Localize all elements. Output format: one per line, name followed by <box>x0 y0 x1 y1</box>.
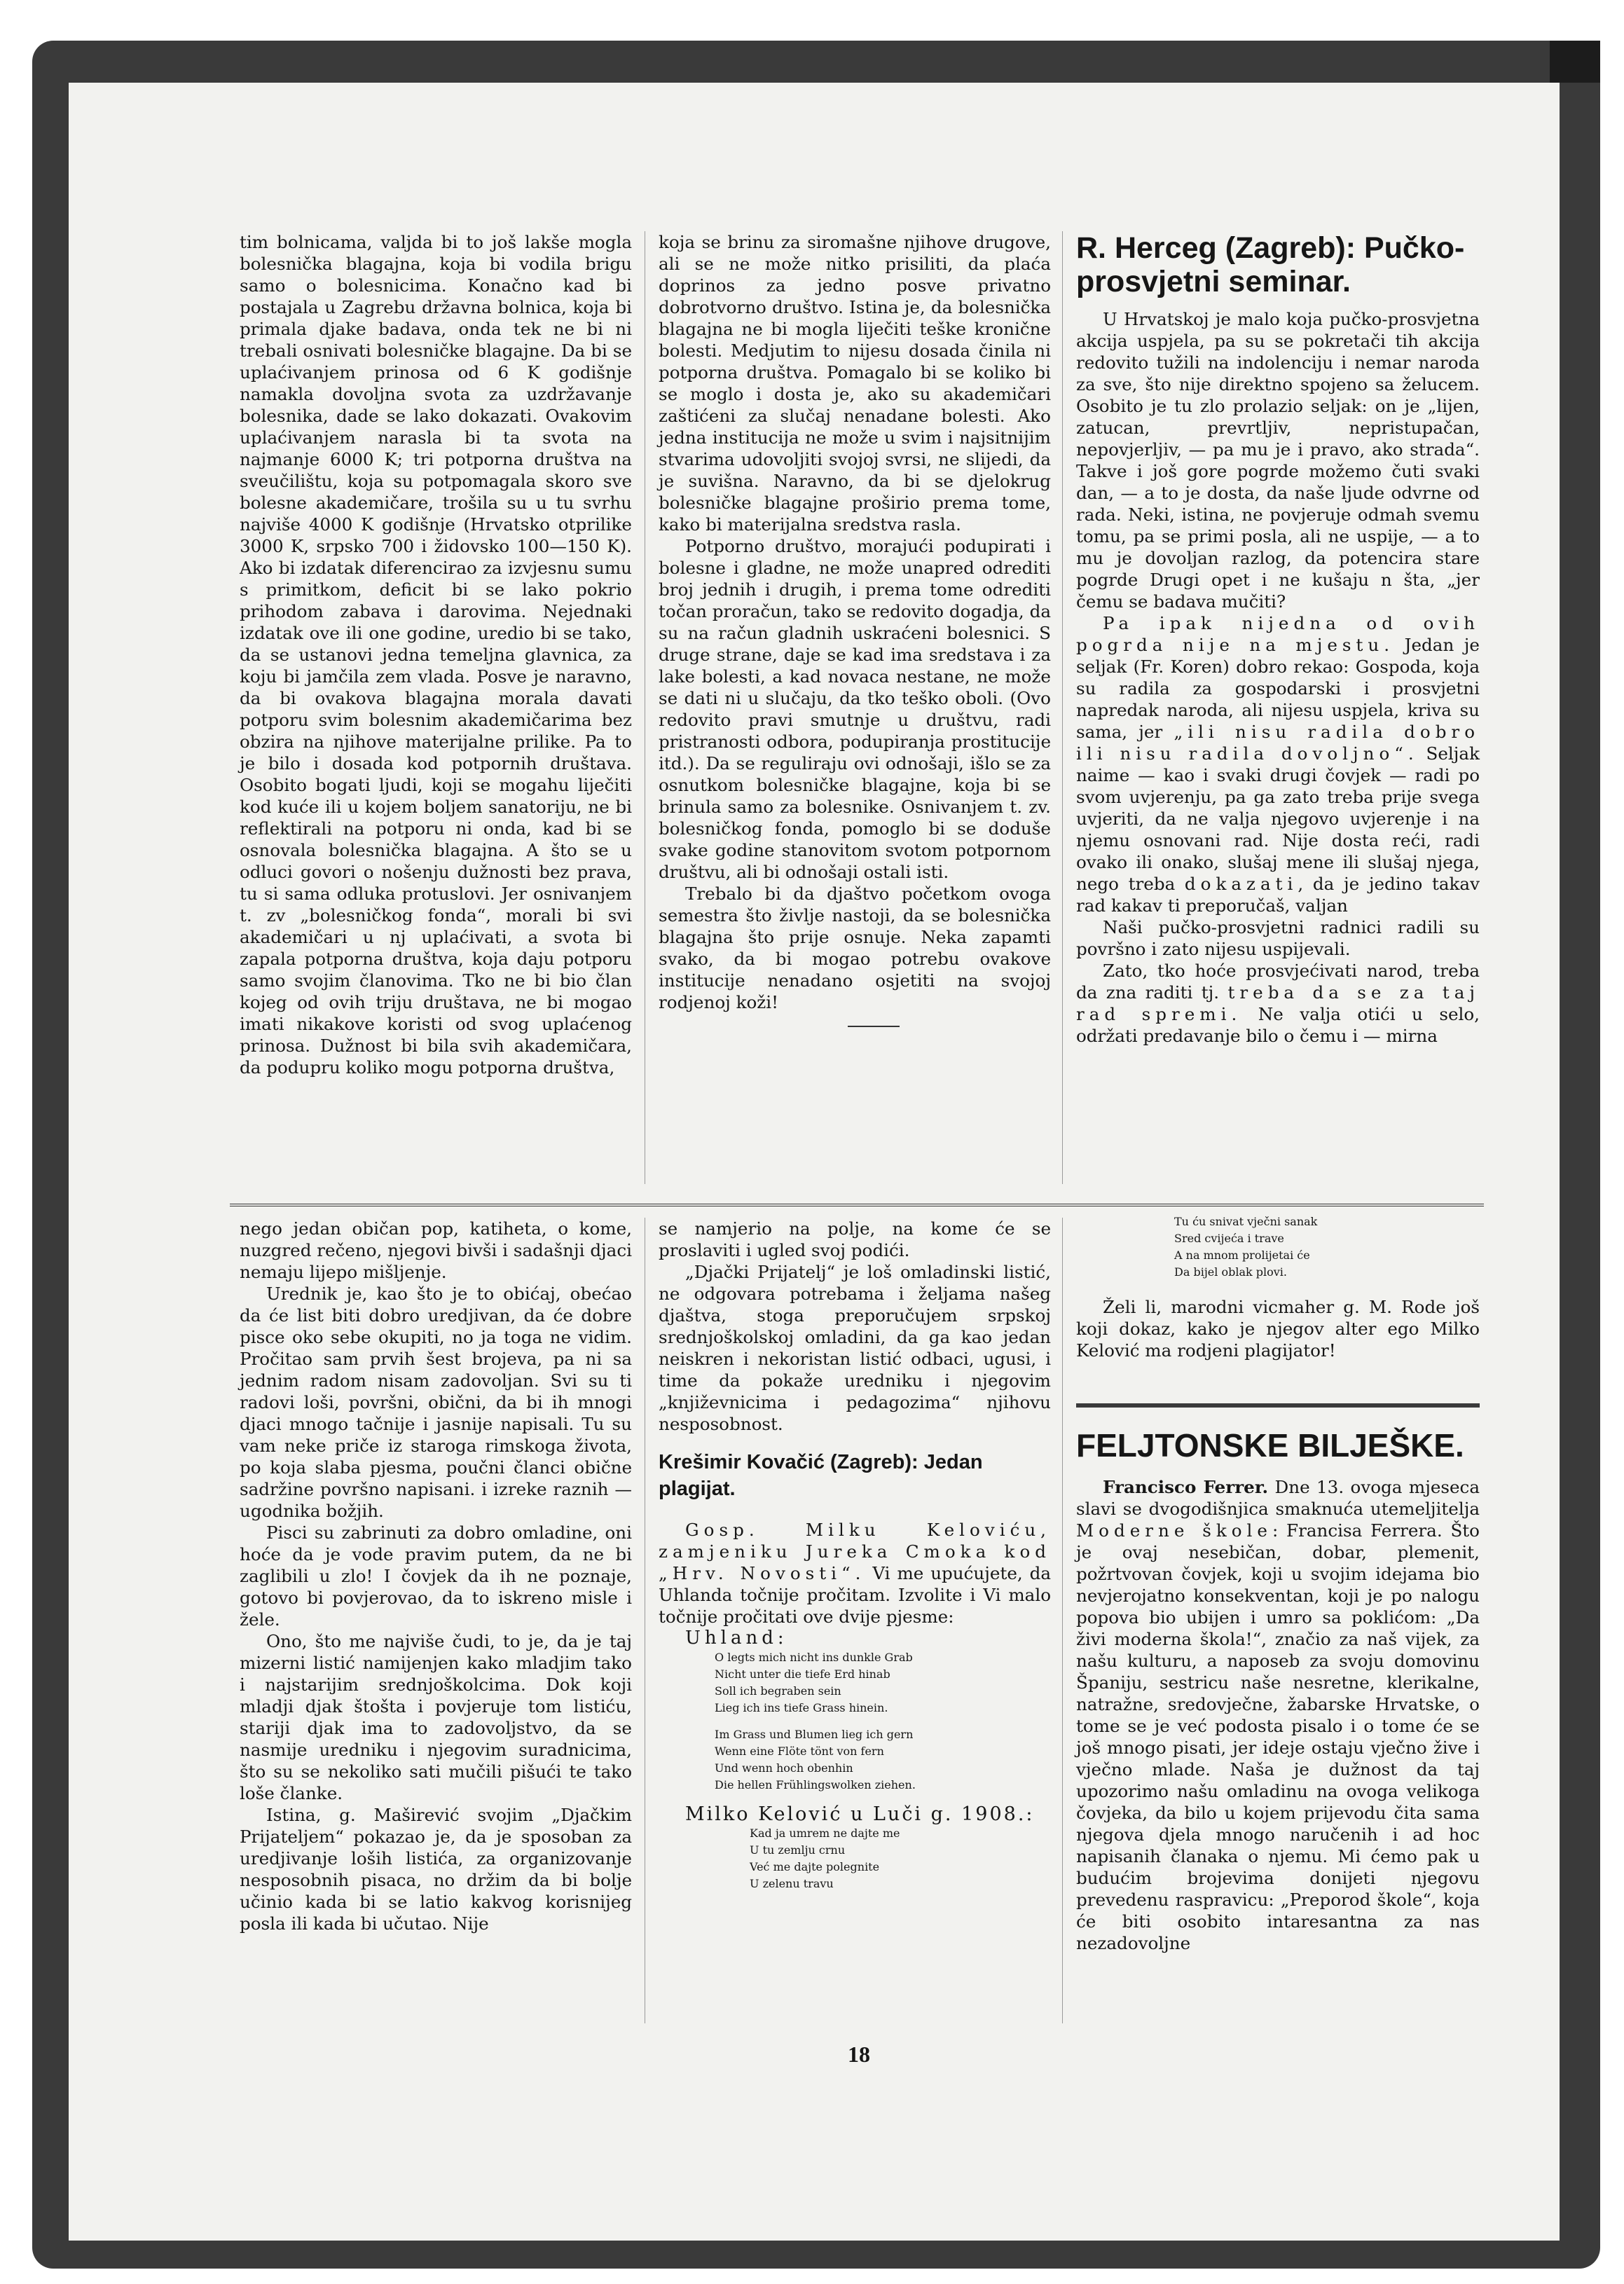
article-1-paragraph: koja se brinu za siromašne njihove drugove, ali se ne može nitko prisiliti, da plaća doprinos za jedno posve privatno dobrotvorno društvo. Istina je, da bolesnička blagajna ne bi mogla liječiti teške kronične bolesti. Medjutim to nijesu dosada činila ni potporna društva. Pomagalo bi se koliko bi se moglo i dosta je, ako su akademičari zaštićeni za slučaj nenadane bolesti. Ako jedna institucija ne može u svim i najsitnijim stvarima udovoljiti svojoj svrsi, ne slijedi, da je suvišna. Naravno, da bi se djelokrug bolesničke blagajne proširio prema tome, kako bi materijalna sredstva rasla. <box>659 232 1051 535</box>
poem-line: U zelenu travu <box>750 1877 834 1890</box>
uhland-label: Uhland: <box>685 1628 788 1649</box>
feljton-name: Francisco Ferrer. <box>1103 1477 1269 1497</box>
article-2-paragraph: Pa ipak nijedna od ovih pogrda nije na mjestu. Jedan je seljak (Fr. Koren) dobro rekao: Gospoda, koja su radila za gospodarski i prosvjetni napredak naroda, ali nijesu uspjela, kriva su sama, jer „ili nisu radila dobro ili nisu radila dovoljno“. Seljak naime — kao i svaki drugi čovjek — radi po svom uvjerenju, pa ga zato treba prije svega uvjeriti, da ne valja njegovo uvjerenje i na njemu osnovani rad. Nije dosta reći, radi ovako ili onako, slušaj mene ili slušaj njega, nego treba dokazati, da je jedino takav rad kakav ti preporučaš, valjan <box>1076 613 1480 916</box>
poem-line: U tu zemlju crnu <box>750 1843 846 1857</box>
article-2-paragraph: Zato, tko hoće prosvjećivati narod, treba da zna raditi tj. treba da se za taj rad spremi. Ne valja otići u selo, održati predavanje bilo o čemu i — mirna <box>1076 961 1480 1046</box>
column-divider <box>1062 231 1063 1184</box>
article-2-paragraph: U Hrvatskoj je malo koja pučko-prosvjetna akcija uspjela, pa su se pokretači tih akcija redovito tužili na indolenciju i nemar naroda za sve, što nije direktno spojeno sa želucem. Osobito je tu zlo prolazio seljak: on je „lijen, zatucan, prevrtljiv, nepristupačan, nepovjerljiv, — pa mu je i pravo, ako strada“. Takve i još gore pogrde možemo čuti svaki dan, — a to je dosta, da naše ljude odvrne od rada. Neki, istina, ne povjeruje odmah svemu tomu, pa se primi posla, ali ne uspije, — a to mu je dovoljan razlog, da potencira stare pogrde Drugi opet i ne kušaju n šta, „jer čemu se badava mučiti? <box>1076 309 1480 612</box>
poem-line: A na mnom prolijetai će <box>1174 1248 1310 1262</box>
page-number: 18 <box>848 2042 870 2067</box>
spaced-emphasis: treba da se za taj rad spremi. <box>1076 982 1480 1024</box>
article-1-paragraph: Trebalo bi da djaštvo početkom ovoga semestra što življe nastoji, da se bolesnička blagajna što prije osnuje. Neka zapamti svako, da bi mogao potrebu ovakove institucije nenadano osjetiti na svojoj rodjenoj koži! <box>659 883 1051 1012</box>
poem-line: O legts mich nicht ins dunkle Grab <box>715 1651 913 1664</box>
article-3-paragraph: Istina, g. Maširević svojim „Djačkim Prijateljem“ pokazao je, da je sposoban za uredjivanje loših listića, za organizovanje nesposobnih pisaca, no držim da bi bolje učinio kada bi se latio kakvog korisnijeg posla ili kada bi učutao. Nije <box>240 1805 632 1934</box>
poem-line: Soll ich begraben sein <box>715 1684 841 1698</box>
article-3-paragraph: Urednik je, kao što je to obićaj, obećao da će list biti dobro uredjivan, da će dobre pisce oko sebe okupiti, no ja toga ne vidim. Pročitao sam prvih šest brojeva, pa ni sa jednim radom nisam zadovoljan. Svi su ti radovi loši, površni, obični, da bi ih mnogi djaci mnogo tačnije i jasnije napisali. Tu su vam neke priče iz staroga rimskoga života, po koja slaba pjesma, poučni članci obične sadržine površno napisani. i izreke raznih — ugodnika božjih. <box>240 1284 632 1521</box>
article-4-paragraph: se namjerio na polje, na kome će se proslaviti i ugled svoj podići. <box>659 1218 1051 1260</box>
article-4-paragraph: Gosp. Milku Keloviću, zamjeniku Jureka Cmoka kod „Hrv. Novosti“. Vi me upućujete, da Uhlanda točnije pročitam. Izvolite i Vi malo točnije pročitati ove dvije pjesme: <box>659 1520 1052 1627</box>
article-3-paragraph: nego jedan običan pop, katiheta, o kome, nuzgred rečeno, njegovi bivši i sadašnji djaci nemaju lijepo mišljenje. <box>240 1218 632 1282</box>
spaced-emphasis: dokazati <box>1184 874 1298 894</box>
poem-line: Tu ću snivat vječni sanak <box>1174 1215 1318 1228</box>
article-1-column-2 <box>659 231 1051 1027</box>
spaced-emphasis: „ili nisu radila dobro ili nisu radila dovoljno“. <box>1076 722 1480 764</box>
uhland-poem-stanza-1 <box>715 1649 1051 1717</box>
article-4-title: Krešimir Kovačić (Zagreb): Jedan plagijat. <box>659 1451 983 1500</box>
article-1-column-1 <box>240 231 632 1078</box>
end-rule <box>848 1026 900 1027</box>
feljton-title: FELJTONSKE BILJEŠKE. <box>1076 1427 1464 1464</box>
article-4-column <box>659 1218 1051 1892</box>
article-3-column <box>240 1218 632 1934</box>
poem-line: Kad ja umrem ne dajte me <box>750 1826 900 1840</box>
scan-corner-shadow <box>1550 41 1600 83</box>
article-2-title: R. Herceg (Zagreb): Pučko-prosvjetni seminar. <box>1076 231 1465 298</box>
spaced-emphasis: Moderne škole <box>1076 1520 1272 1541</box>
poem-line: Die hellen Frühlingswolken ziehen. <box>715 1778 916 1791</box>
poem-line: Sred cvijeća i trave <box>1174 1232 1284 1245</box>
section-divider <box>230 1204 1484 1206</box>
article-2-column <box>1076 231 1480 1047</box>
poem-line: Im Grass und Blumen lieg ich gern <box>715 1728 914 1741</box>
column-divider <box>1062 1218 1063 2023</box>
article-2-paragraph: Naši pučko-prosvjetni radnici radili su površno i zato nijesu uspijevali. <box>1076 917 1480 959</box>
article-1-paragraph: Potporno društvo, morajući podupirati i bolesne i gladne, ne može unapred odrediti broj jednih i drugih, i prema tome odrediti točan proračun, tako se redovito dogadja, da su na račun gladnih uskraćeni bolesnici. S druge strane, daje se kad ima sredstava i za lake bolesti, a kad novaca nestane, ne može se dati ni u slučaju, da tko teško oboli. (Ovo redovito pravi smutnje u društvu, radi pristranosti odbora, podupiranja prostitucije itd.). Da se reguliraju ovi odnošaji, išlo se za osnutkom bolesničke blagajne, koja bi se brinula samo za bolesnike. Osnivanjem t. zv. bolesničkog fonda, pomoglo bi se doduše svake godine stanovitom svotom potpornom društvu, ali bi odnošaji ostali isti. <box>659 536 1051 882</box>
poem-line: Nicht unter die tiefe Erd hinab <box>715 1667 890 1681</box>
poem-line: Lieg ich ins tiefe Grass hinein. <box>715 1701 888 1714</box>
feljton-paragraph: Francisco Ferrer. Dne 13. ovoga mjeseca slavi se dvogodišnjica smaknuća utemeljitelja Moderne škole: Francisa Ferrera. Što je ovaj nesebičan, dobar, plemenit, požrtvovan čovjek, koji u svojim idejama bio nevjerojatno konsekventan, koji je po nalogu popova bio ubijen i umro sa poklićom: „Da živi moderna škola!“, značio za naš vijek, za našu kulturu, a naposeb za svoju domovinu Španiju, sestricu naše nesretne, klerikalne, natražne, sredovječne, žabarske Hrvatske, o tome se je već podosta pisalo i o tome će se još mnogo pisati, jer ideje ostaju vječno žive i vječno mlade. Naša je dužnost da taj upozorimo našu omladinu na ovoga velikoga čovjeka, da bilo u kojem prijevodu čita sama njegova djela mnogo naručenih i ad hoc napisanih članaka o njemu. Mi ćemo pak u budućim brojevima donijeti njegovu prevedenu raspravicu: „Preporod škole“, koja će biti osobito intaresantna za nas nezadovoljne <box>1076 1477 1480 1953</box>
article-3-paragraph: Ono, što me najviše čudi, to je, da je taj mizerni listić namijenjen kako mladjim tako i najstarijim srednjoškolcima. Dok koji mladji djak štošta i povjeruje tom listiću, stariji djak ima to zadovoljstvo, da se nasmije uredniku i njegovim suradnicima, što su se nekoliko sati mučili pišući te tako loše članke. <box>240 1631 632 1803</box>
kelovic-label: Milko Kelović u Luči g. 1908.: <box>685 1803 1035 1825</box>
article-3-paragraph: Pisci su zabrinuti za dobro omladine, oni hoće da je vode pravim putem, da ne bi zaglibili u zlo! I čovjek da ih ne poznaje, gotovo bi povjerovao, da to iskreno misle i žele. <box>240 1522 632 1630</box>
article-1-paragraph: tim bolnicama, valjda bi to još lakše mogla bolesnička blagajna, koja bi vodila brigu samo o bolesnicima. Konačno kad bi postajala u Zagrebu državna bolnica, koja bi primala djake badava, onda tek ne bi ni trebali osnivati bolesničke blagajne. Da bi se uplaćivanjem prinosa od 6 K godišnje namakla dovoljna svota za uzdržavanje bolesnika, dade se lako dokazati. Ovakovim uplaćivanjem narasla bi ta svota na najmanje 6000 K; tri potporna društva na sveučilištu, koja su potpomagala skoro sve bolesne akademičare, trošila su u tu svrhu najviše 4000 K godišnje (Hrvatsko otprilike 3000 K, srpsko 700 i židovsko 100—150 K). Ako bi izdatak diferencirao za izvjesnu sumu s primitkom, deficit bi se lako pokrio prihodom zabava i darovima. Nejednaki izdatak ove ili one godine, uredio bi se tako, da se ustanovi jedna temeljna glavnica, za koju bi jamčila zem vlada. Posve je naravno, da bi ovakova blagajna morala davati potporu svim bolesnim akademičarima bez obzira na njihove materijalne prilike. Pa to je bilo i dosada kod potpornih društava. Osobito bogati ljudi, koji se mogahu liječiti kod kuće ili u kojem boljem sanatoriju, ne bi reflektirali na potporu ni onda, kad bi se osnovala bolesnička blagajna. A što se u odluci govori o nošenju dužnosti bez prava, tu si sama odluka protuslovi. Jer osnivanjem t. zv „bolesničkog fonda“, morali bi svi akademičari u nj uplaćivati, a svota bi zapala potporna društva, koja daju potporu samo svojim članovima. Tko ne bi bio član kojeg od ovih triju društava, ne bi mogao imati nikakove koristi od svog uplaćenog prinosa. Dužnost bi bila svih akademičara, da podupru koliko mogu potporna društva, <box>240 232 632 1078</box>
poem-line: Und wenn hoch obenhin <box>715 1761 853 1775</box>
poem-line: Već me dajte polegnite <box>750 1860 880 1873</box>
kelovic-poem-continued <box>1174 1213 1480 1281</box>
spaced-emphasis: Gosp. Milku Keloviću, zamjeniku Jureka Cmoka kod „Hrv. Novosti“. <box>659 1520 1051 1583</box>
article-5-column <box>1076 1213 1480 1954</box>
feljton-top-rule <box>1076 1403 1480 1408</box>
article-4-paragraph: „Djački Prijatelj“ je loš omladinski listić, ne odgovara potrebama i željama našeg djaštva, stoga preporučujem srpskoj srednjoškolskoj omladini, da ga kao jedan neiskren i nekoristan listić odbaci, ugusi, i time da pokaže uredniku i njegovim „književnicima i pedagozima“ njihovu nesposobnost. <box>659 1262 1051 1434</box>
article-5-paragraph: Želi li, marodni vicmaher g. M. Rode još koji dokaz, kako je njegov alter ego Milko Kelović ma rodjeni plagijator! <box>1076 1297 1480 1361</box>
poem-line: Da bijel oblak plovi. <box>1174 1265 1287 1279</box>
spaced-emphasis: Pa ipak nijedna od ovih pogrda nije na mjestu. <box>1076 613 1480 655</box>
kelovic-poem <box>750 1825 1051 1892</box>
poem-line: Wenn eine Flöte tönt von fern <box>715 1745 884 1758</box>
uhland-poem-stanza-2 <box>715 1726 1051 1794</box>
